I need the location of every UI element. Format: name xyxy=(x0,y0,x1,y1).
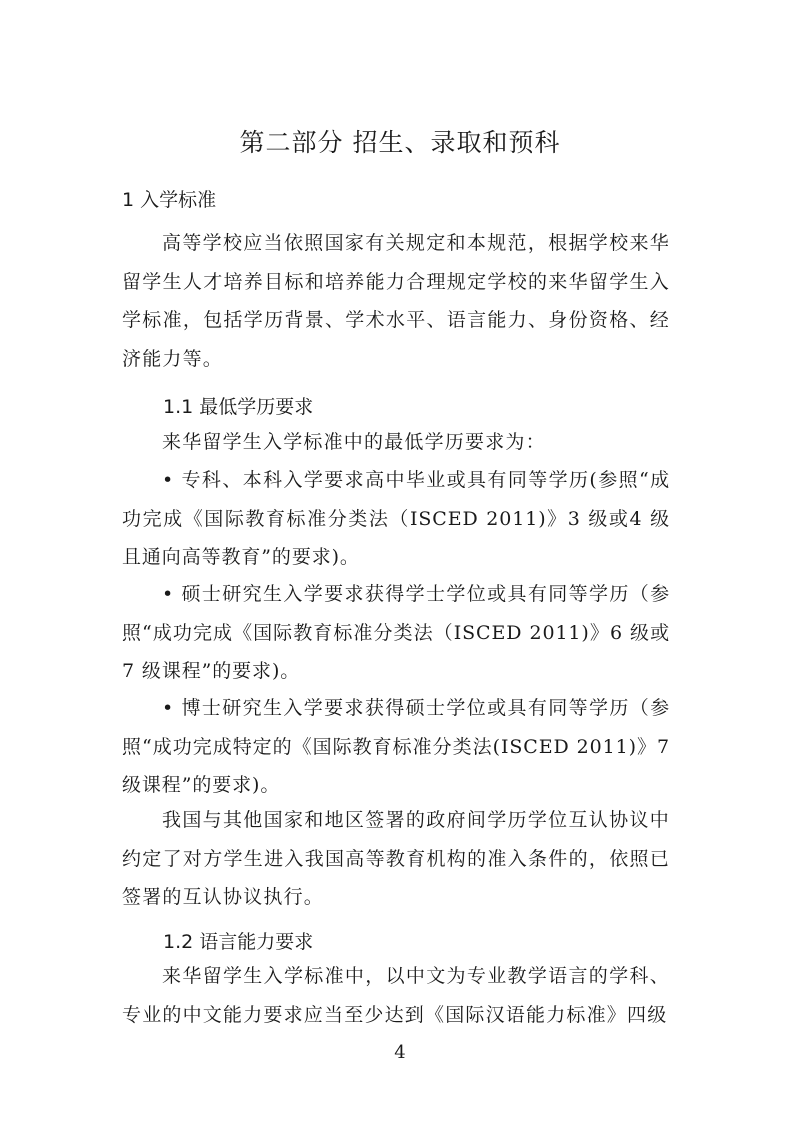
section-heading-admission-standards: 1 入学标准 xyxy=(122,189,217,211)
subsection-1-2-paragraph: 来华留学生入学标准中，以中文为专业教学语言的学科、专业的中文能力要求应当至少达到《国际汉语能力标准》四级 xyxy=(122,965,670,1026)
bullet-item-undergraduate: • 专科、本科入学要求高中毕业或具有同等学历(参照“成功完成《国际教育标准分类法（ISCED 2011)》3 级或4 级且通向高等教育”的要求)。 xyxy=(122,469,670,568)
bullet-item-doctoral: • 博士研究生入学要求获得硕士学位或具有同等学历（参照“成功完成特定的《国际教育标准分类法(ISCED 2011)》7 级课程”的要求)。 xyxy=(122,697,670,796)
subsection-1-1-intro: 来华留学生入学标准中的最低学历要求为： xyxy=(162,431,546,453)
page-title: 第二部分 招生、录取和预科 xyxy=(239,128,561,157)
subsection-heading-language-requirement: 1.2 语言能力要求 xyxy=(163,931,314,953)
page-number: 4 xyxy=(394,1042,406,1063)
bullet-item-masters: • 硕士研究生入学要求获得学士学位或具有同等学历（参照“成功完成《国际教育标准分类法（ISCED 2011)》6 级或7 级课程”的要求)。 xyxy=(122,583,670,682)
subsection-heading-education-requirement: 1.1 最低学历要求 xyxy=(163,396,314,418)
section-1-paragraph: 高等学校应当依照国家有关规定和本规范，根据学校来华留学生人才培养目标和培养能力合理规定学校的来华留学生入学标准，包括学历背景、学术水平、语言能力、身份资格、经济能力等。 xyxy=(122,232,670,370)
subsection-1-1-closing: 我国与其他国家和地区签署的政府间学历学位互认协议中约定了对方学生进入我国高等教育机构的准入条件的，依照已签署的互认协议执行。 xyxy=(122,809,670,908)
